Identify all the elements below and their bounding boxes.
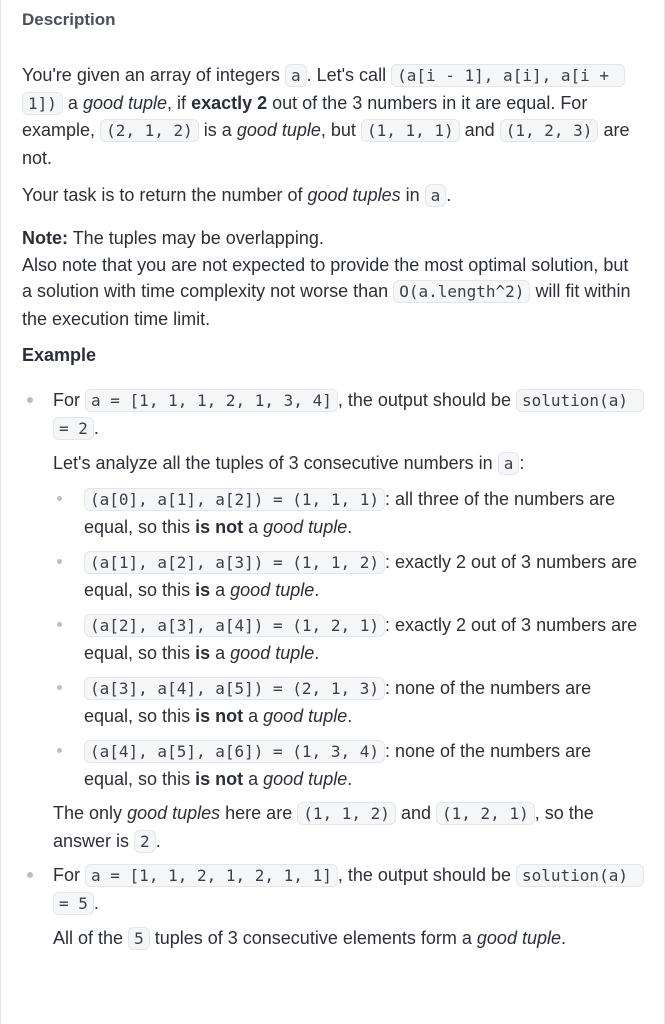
inline-code: a: [498, 452, 520, 475]
inline-code: a: [285, 64, 307, 87]
note-label: Note:: [22, 228, 68, 248]
bullet-icon: [57, 622, 62, 627]
inline-code: (a[1], a[2], a[3]) = (1, 1, 2): [84, 551, 385, 574]
bullet-icon: [57, 496, 62, 501]
inline-code: (2, 1, 2): [100, 119, 199, 142]
note-paragraph: Note: The tuples may be overlapping. Also note that you are not expected to provide the most optimal solution, but a solution with time complexity not worse than O(a.length^2) will fit within the execution time limit.: [22, 228, 631, 329]
inline-code: 5: [128, 927, 150, 950]
inline-code: (1, 1, 1): [361, 119, 460, 142]
intro-paragraph: You're given an array of integers a . Let's call (a[i - 1], a[i], a[i + 1]) a good tuple, if exactly 2 out of the 3 numbers in it are equal. For example, (2, 1, 2) is a good tuple, but (1, 1, 1) and (1, 2, 3) are not.: [22, 65, 630, 168]
inline-code: 2: [134, 830, 156, 853]
inline-code: (a[0], a[1], a[2]) = (1, 1, 1): [84, 488, 385, 511]
inline-code: a: [425, 184, 447, 207]
inline-code: (1, 2, 1): [436, 802, 535, 825]
bullet-icon: [27, 397, 33, 403]
example-1-analyze: Let's analyze all the tuples of 3 consecutive numbers in a :: [53, 453, 525, 473]
tuple-item: (a[0], a[1], a[2]) = (1, 1, 1) : all three of the numbers are equal, so this is not a good tuple.: [84, 489, 616, 537]
tuple-item: (a[2], a[3], a[4]) = (1, 2, 1) : exactly 2 out of 3 numbers are equal, so this is a good tuple.: [84, 615, 638, 663]
example-1-statement: For a = [1, 1, 1, 2, 1, 3, 4] , the output should be solution(a) = 2 .: [53, 387, 643, 442]
section-heading: Description: [22, 10, 116, 29]
inline-code: a = [1, 1, 2, 1, 2, 1, 1]: [85, 864, 338, 887]
left-border: [0, 0, 1, 1024]
inline-code: (a[2], a[3], a[4]) = (1, 2, 1): [84, 614, 385, 637]
tuple-item: (a[4], a[5], a[6]) = (1, 3, 4) : none of the numbers are equal, so this is not a good tuple.: [84, 741, 592, 789]
task-paragraph: Your task is to return the number of good tuples in a .: [22, 185, 452, 205]
example-1-conclusion: The only good tuples here are (1, 1, 2) and (1, 2, 1) , so the answer is 2 .: [53, 803, 594, 851]
bullet-icon: [27, 872, 33, 878]
inline-code: solution(a) = 2: [53, 389, 644, 440]
inline-code: a = [1, 1, 1, 2, 1, 3, 4]: [85, 389, 338, 412]
bullet-icon: [57, 685, 62, 690]
inline-code: solution(a) = 5: [53, 864, 644, 915]
inline-code: O(a.length^2): [393, 280, 530, 303]
tuple-item: (a[1], a[2], a[3]) = (1, 1, 2) : exactly 2 out of 3 numbers are equal, so this is a good tuple.: [84, 552, 638, 600]
inline-code: (a[4], a[5], a[6]) = (1, 3, 4): [84, 740, 385, 763]
example-heading: Example: [22, 345, 97, 365]
tuple-item: (a[3], a[4], a[5]) = (2, 1, 3) : none of the numbers are equal, so this is not a good tuple.: [84, 678, 592, 726]
example-2-statement: For a = [1, 1, 2, 1, 2, 1, 1] , the output should be solution(a) = 5 .: [53, 862, 643, 917]
example-2-explanation: All of the 5 tuples of 3 consecutive elements form a good tuple.: [53, 928, 566, 948]
bullet-icon: [57, 559, 62, 564]
inline-code: (1, 2, 3): [500, 119, 599, 142]
inline-code: (a[i - 1], a[i], a[i + 1]): [22, 64, 625, 115]
inline-code: (1, 1, 2): [297, 802, 396, 825]
inline-code: (a[3], a[4], a[5]) = (2, 1, 3): [84, 677, 385, 700]
bullet-icon: [57, 748, 62, 753]
